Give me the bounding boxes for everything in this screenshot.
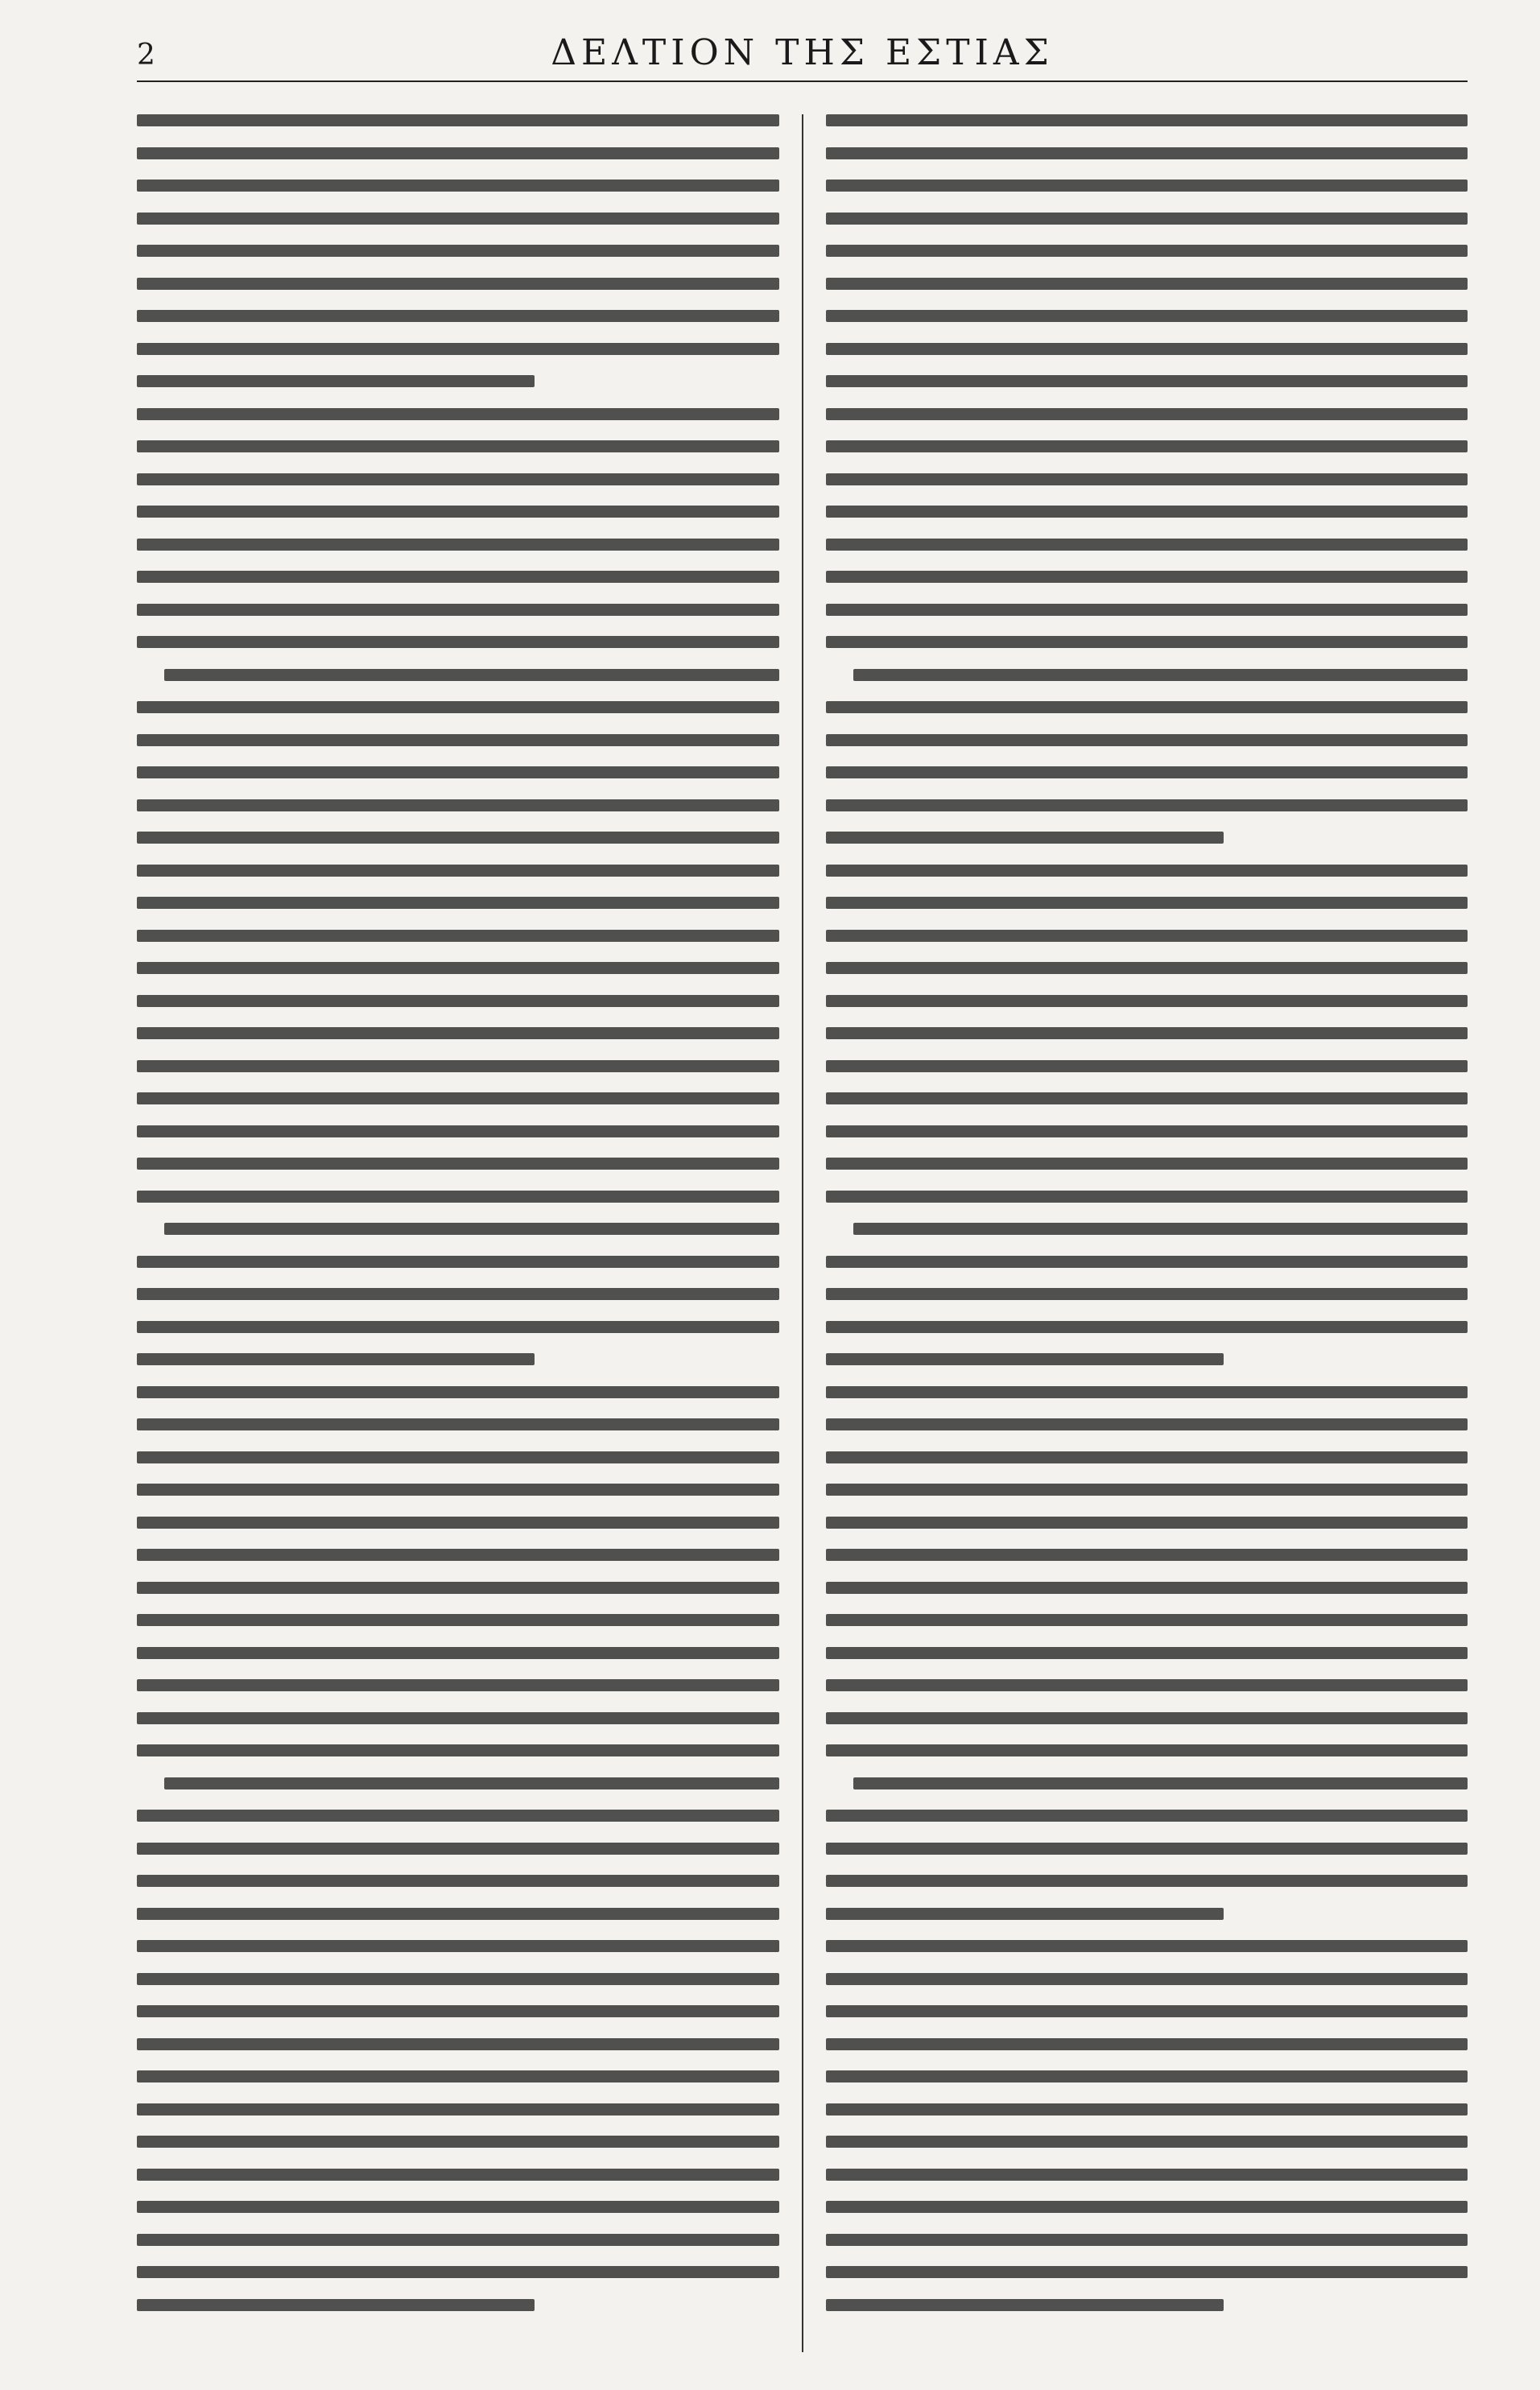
text-line [137, 1321, 779, 1333]
text-line [853, 1777, 1468, 1789]
text-line [826, 213, 1468, 225]
text-line [137, 539, 779, 551]
text-line [826, 995, 1468, 1007]
text-line [826, 506, 1468, 518]
text-line [826, 1484, 1468, 1496]
text-line [826, 701, 1468, 713]
text-line [826, 604, 1468, 616]
text-line [826, 1614, 1468, 1626]
text-line [826, 930, 1468, 942]
text-line [137, 1614, 779, 1626]
text-line [137, 1288, 779, 1300]
text-line [826, 147, 1468, 159]
text-line [137, 1386, 779, 1398]
text-line [826, 1191, 1468, 1203]
text-line [137, 1810, 779, 1822]
text-line [137, 799, 779, 811]
text-line [826, 2266, 1468, 2278]
text-line [137, 2136, 779, 2148]
text-line [826, 1060, 1468, 1072]
text-line [137, 278, 779, 290]
text-line [137, 1549, 779, 1561]
text-line [137, 1875, 779, 1887]
text-line [826, 1092, 1468, 1104]
text-line [826, 2005, 1468, 2017]
text-line [826, 375, 1468, 387]
text-line [826, 1973, 1468, 1985]
text-line [826, 1321, 1468, 1333]
text-line [137, 2103, 779, 2116]
text-line [137, 1060, 779, 1072]
text-line [137, 1092, 779, 1104]
text-line [826, 799, 1468, 811]
text-line [826, 2201, 1468, 2213]
text-line [826, 310, 1468, 322]
text-line [826, 245, 1468, 257]
text-line [853, 1223, 1468, 1235]
text-line [137, 213, 779, 225]
text-line [137, 962, 779, 974]
text-line [137, 995, 779, 1007]
text-line [137, 343, 779, 355]
text-line [137, 1353, 535, 1365]
text-line [826, 343, 1468, 355]
text-line [826, 1256, 1468, 1268]
text-line [137, 375, 535, 387]
running-header [137, 32, 1468, 82]
text-line [826, 440, 1468, 452]
text-line [826, 1843, 1468, 1855]
text-line [826, 734, 1468, 746]
text-line [137, 310, 779, 322]
text-line [826, 1875, 1468, 1887]
text-line [826, 1353, 1224, 1365]
text-line [826, 1582, 1468, 1594]
text-line [137, 1451, 779, 1463]
text-line [137, 2169, 779, 2181]
text-line [826, 1418, 1468, 1430]
text-line [826, 1744, 1468, 1756]
text-line [826, 2234, 1468, 2246]
text-line [826, 766, 1468, 778]
text-line [137, 865, 779, 877]
text-line [826, 571, 1468, 583]
text-line [137, 473, 779, 485]
text-line [826, 897, 1468, 909]
text-line [826, 1288, 1468, 1300]
text-line [826, 1712, 1468, 1724]
text-line [826, 1451, 1468, 1463]
text-line [137, 734, 779, 746]
text-line [137, 2005, 779, 2017]
text-line [137, 1712, 779, 1724]
text-line [137, 1158, 779, 1170]
text-line [826, 636, 1468, 648]
text-columns [137, 114, 1468, 2352]
text-line [137, 506, 779, 518]
text-line [137, 1027, 779, 1039]
text-line [164, 1777, 779, 1789]
left-column [137, 114, 802, 2352]
text-line [853, 669, 1468, 681]
text-line [137, 2299, 535, 2311]
text-line [826, 1679, 1468, 1691]
text-line [826, 1549, 1468, 1561]
text-line [137, 571, 779, 583]
text-line [137, 1908, 779, 1920]
text-line [826, 1647, 1468, 1659]
text-line [137, 1191, 779, 1203]
text-line [137, 1647, 779, 1659]
text-line [137, 766, 779, 778]
text-line [137, 2201, 779, 2213]
text-line [137, 1125, 779, 1137]
text-line [137, 2266, 779, 2278]
text-line [826, 1158, 1468, 1170]
text-line [137, 440, 779, 452]
text-line [137, 897, 779, 909]
text-line [164, 669, 779, 681]
text-line [826, 408, 1468, 420]
text-line [826, 2136, 1468, 2148]
text-line [137, 114, 779, 126]
text-line [137, 245, 779, 257]
text-line [826, 539, 1468, 551]
text-line [137, 832, 779, 844]
text-line [137, 604, 779, 616]
text-line [137, 1940, 779, 1952]
text-line [137, 1256, 779, 1268]
right-column [803, 114, 1468, 2352]
text-line [137, 1679, 779, 1691]
text-line [137, 1744, 779, 1756]
text-line [826, 278, 1468, 290]
text-line [826, 1125, 1468, 1137]
text-line [137, 1418, 779, 1430]
text-line [826, 1517, 1468, 1529]
text-line [137, 2038, 779, 2050]
text-line [137, 930, 779, 942]
text-line [137, 636, 779, 648]
text-line [826, 865, 1468, 877]
text-line [826, 2103, 1468, 2116]
text-line [826, 1027, 1468, 1039]
text-line [137, 1582, 779, 1594]
text-line [826, 1908, 1224, 1920]
text-line [137, 701, 779, 713]
text-line [826, 473, 1468, 485]
text-line [137, 1843, 779, 1855]
text-line [826, 2038, 1468, 2050]
text-line [826, 1386, 1468, 1398]
text-line [826, 1810, 1468, 1822]
text-line [826, 2169, 1468, 2181]
text-line [826, 962, 1468, 974]
text-line [137, 1517, 779, 1529]
text-line [137, 147, 779, 159]
text-line [826, 2070, 1468, 2082]
page-number: 2 [137, 39, 155, 72]
text-line [826, 832, 1224, 844]
text-line [137, 408, 779, 420]
text-line [826, 1940, 1468, 1952]
text-line [137, 180, 779, 192]
text-line [137, 2070, 779, 2082]
text-line [164, 1223, 779, 1235]
text-line [826, 114, 1468, 126]
text-line [137, 1973, 779, 1985]
periodical-title: ΔΕΛΤΙΟΝ ΤΗΣ ΕΣΤΙΑΣ [551, 32, 1054, 73]
text-line [137, 1484, 779, 1496]
text-line [826, 180, 1468, 192]
text-line [826, 2299, 1224, 2311]
text-line [137, 2234, 779, 2246]
